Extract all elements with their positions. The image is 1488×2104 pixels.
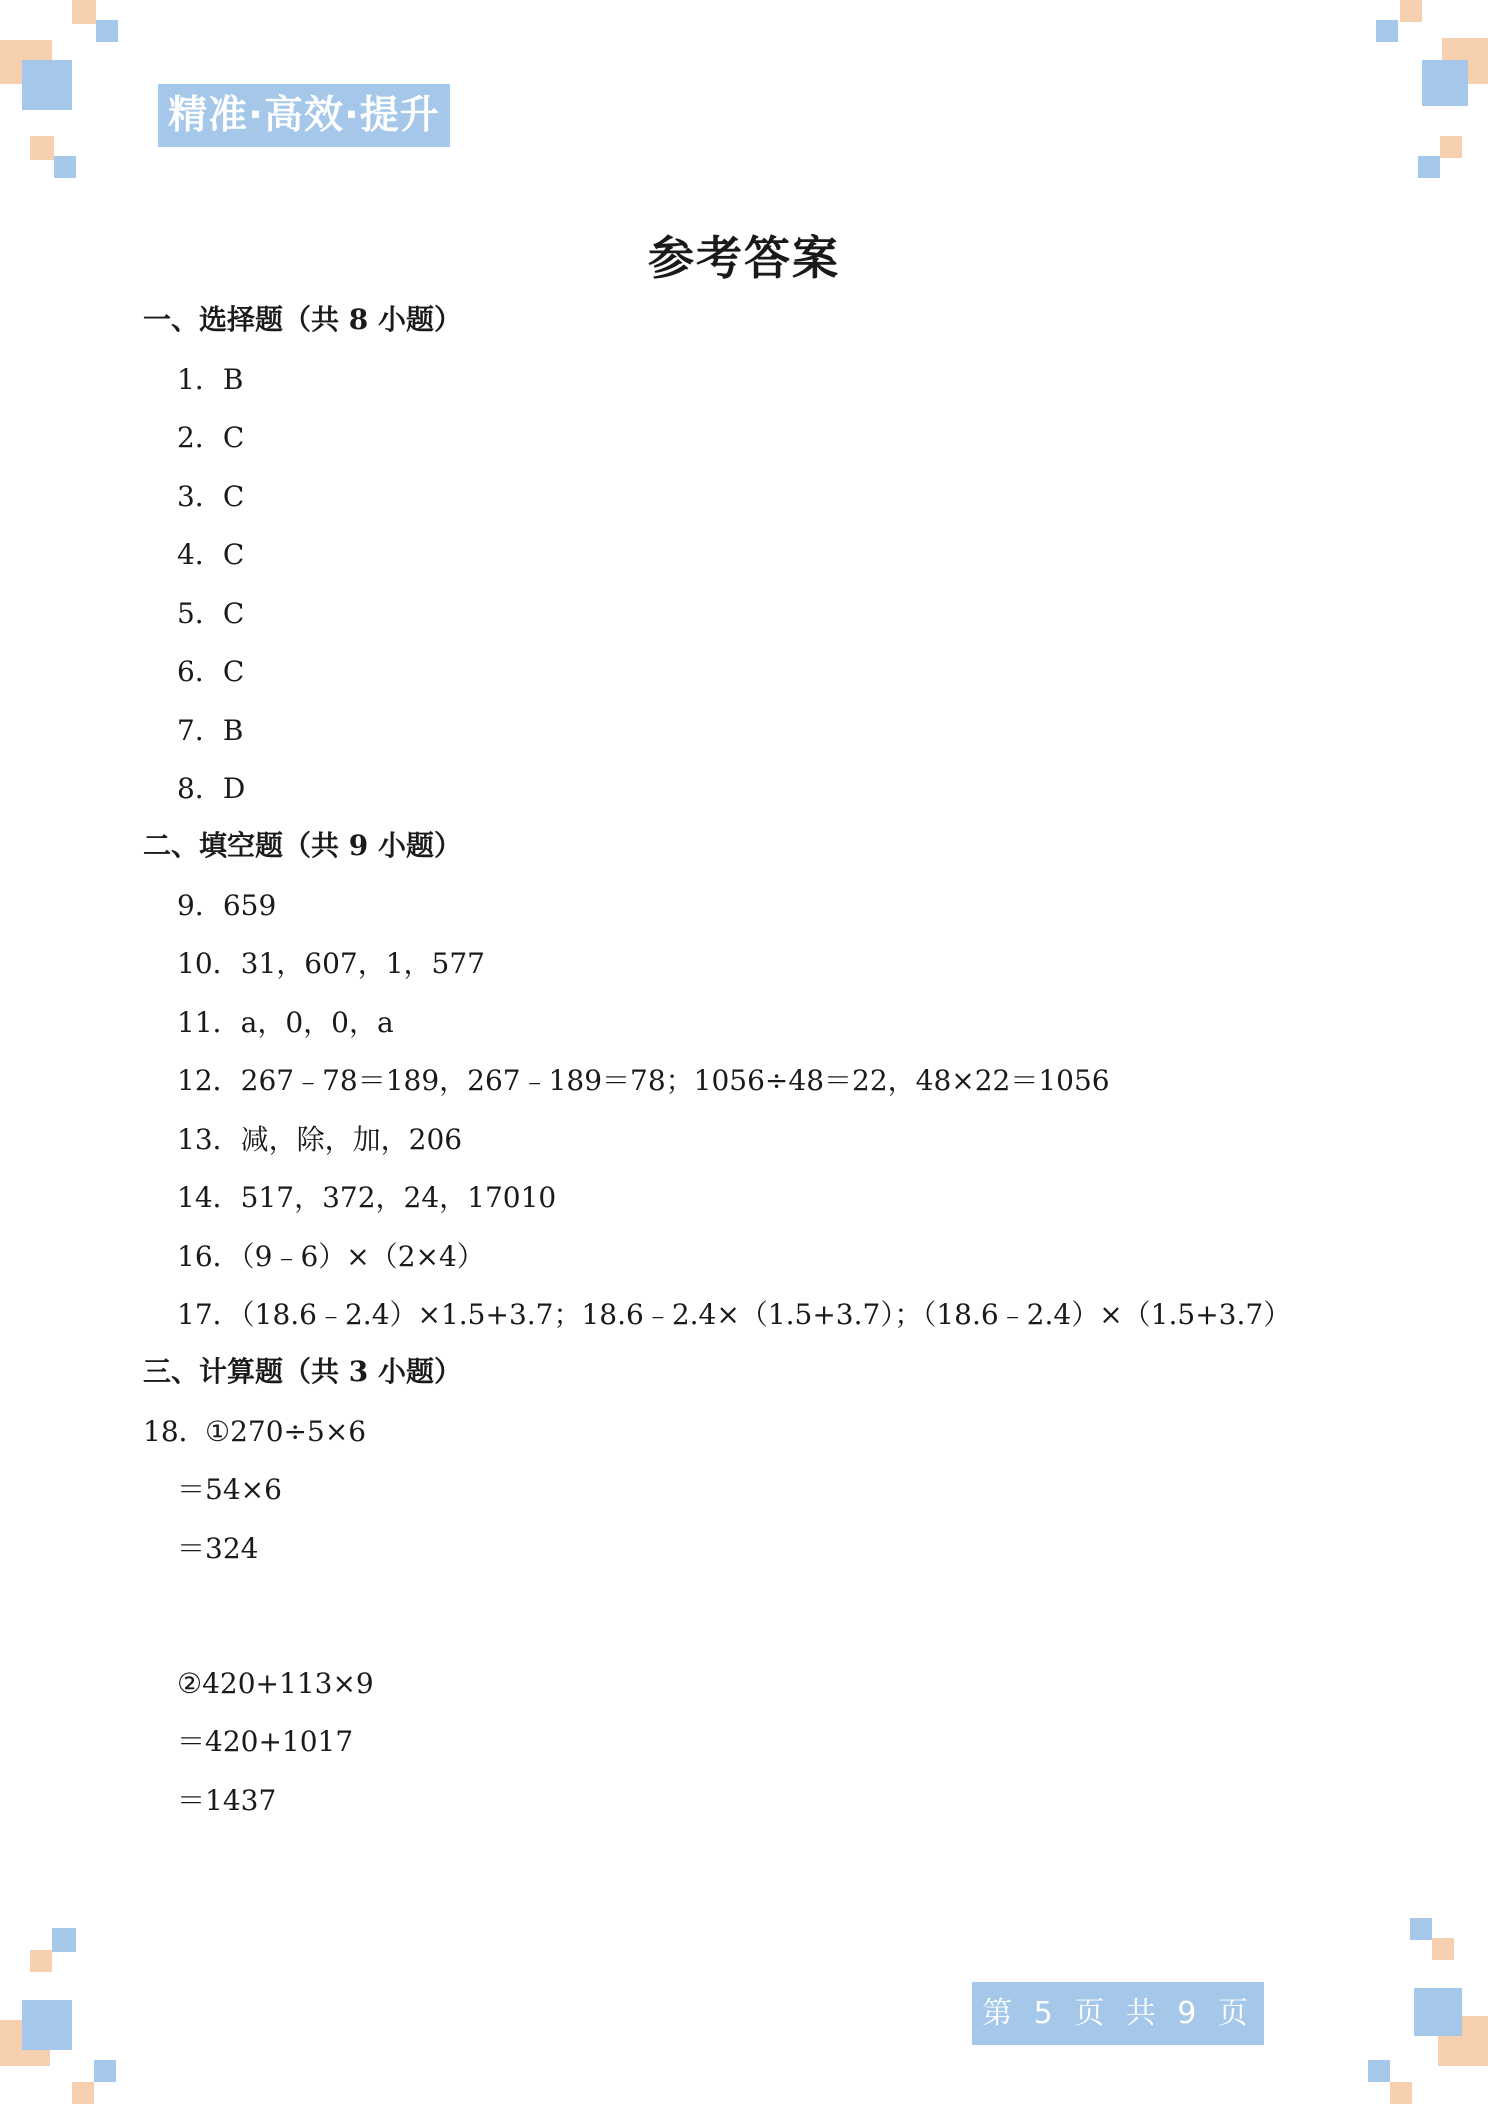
brand-banner: 精准·高效·提升 (158, 84, 450, 147)
question-number: 18． (143, 1415, 207, 1448)
answer-item: 3．C (177, 480, 245, 513)
calc-step: ＝420+1017 (177, 1725, 354, 1758)
answer-item: 2．C (177, 421, 245, 454)
section-heading-choice: 一、选择题（共 8 小题） (143, 303, 462, 336)
answer-item: 10．31，607，1，577 (177, 947, 485, 980)
answer-item: 1．B (177, 363, 244, 396)
calc-step: ＝54×6 (177, 1473, 282, 1506)
section-heading-calc: 三、计算题（共 3 小题） (143, 1355, 462, 1388)
answer-item: 13．减，除，加，206 (177, 1123, 463, 1156)
calc-step: ①270÷5×6 (205, 1415, 367, 1448)
answer-item: 17．（18.6﹣2.4）×1.5+3.7；18.6﹣2.4×（1.5+3.7）；（18.6﹣2.4）×（1.5+3.7） (177, 1298, 1292, 1331)
answer-item: 8．D (177, 772, 246, 805)
answer-item: 6．C (177, 655, 245, 688)
answer-item: 12．267﹣78＝189，267﹣189＝78；1056÷48＝22，48×22＝1056 (177, 1064, 1110, 1097)
page-indicator: 第 5 页 共 9 页 (972, 1982, 1264, 2045)
page-title: 参考答案 (648, 231, 840, 285)
answer-item: 14．517，372，24，17010 (177, 1181, 557, 1214)
calc-step: ＝1437 (177, 1784, 277, 1817)
answer-item: 16．（9﹣6）×（2×4） (177, 1240, 485, 1273)
answer-item: 7．B (177, 714, 244, 747)
answer-item: 9．659 (177, 889, 277, 922)
answer-item: 5．C (177, 597, 245, 630)
calc-step: ＝324 (177, 1532, 259, 1565)
answer-item: 11．a，0，0，a (177, 1006, 394, 1039)
calc-step: ②420+113×9 (177, 1667, 374, 1700)
answer-item: 4．C (177, 538, 245, 571)
section-heading-fill: 二、填空题（共 9 小题） (143, 829, 462, 862)
